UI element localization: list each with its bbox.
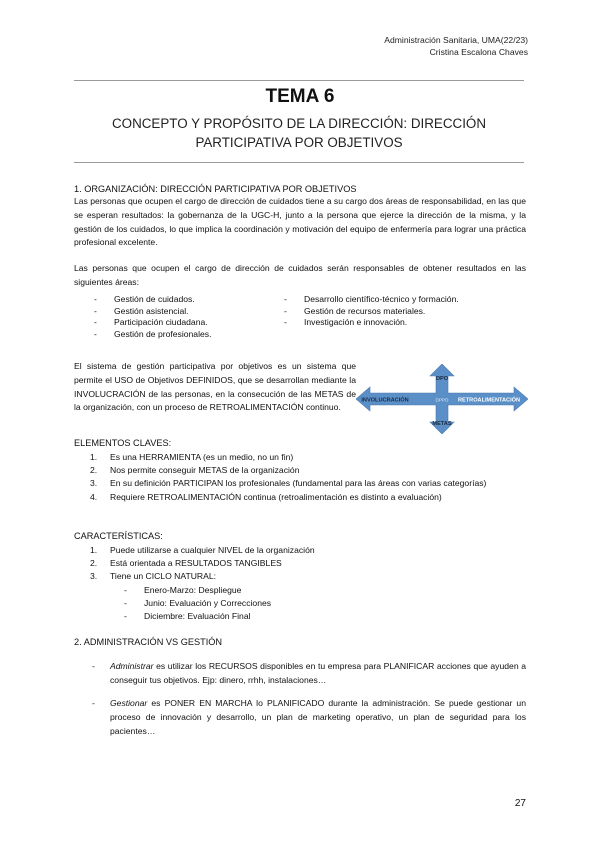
diagram-label-bottom: METAS	[432, 421, 452, 427]
item-number: 2.	[90, 558, 98, 569]
list-item	[74, 660, 526, 688]
list-item: - Participación ciudadana.	[94, 317, 274, 329]
list-item	[74, 491, 526, 504]
item-text: En su definición PARTICIPAN los profesionales (fundamental para las áreas con varias categorías)	[110, 478, 487, 489]
list-item: - Desarrollo científico-técnico y formación.	[284, 294, 524, 306]
section-heading-administracion: 2. ADMINISTRACIÓN VS GESTIÓN	[74, 637, 223, 647]
list-item	[74, 697, 526, 738]
list-item: - Gestión asistencial.	[94, 306, 274, 318]
header-course: Administración Sanitaria, UMA(22/23)	[384, 35, 528, 45]
list-item	[74, 451, 526, 464]
page-subtitle: CONCEPTO Y PROPÓSITO DE LA DIRECCIÓN: DIRECCIÓN PARTICIPATIVA POR OBJETIVOS	[111, 116, 487, 150]
item-number: 1.	[90, 452, 98, 462]
gestion-list	[74, 697, 526, 738]
list-item	[74, 477, 526, 490]
caracteristicas-list	[74, 544, 526, 584]
diagram-label-right: RETROALIMENTACIÓN	[457, 397, 521, 404]
item-text: Está orientada a RESULTADOS TANGIBLES	[110, 558, 282, 569]
definition-administrar: es utilizar los RECURSOS disponibles en tu empresa para PLANIFICAR acciones que ayuden a conseguir tus objetivos. Ejp: dinero, rrhh, instalaciones…	[110, 661, 526, 685]
paragraph-sistema-gestion: El sistema de gestión participativa por objetivos es un sistema que permite el USO de Objetivos DEFINIDOS, que se desarrollan mediante la INVOLUCRACIÓN de las personas, en la consecución de las METAS de la organización, con un proceso de RETROALIMENTACIÓN continuo.	[74, 361, 356, 413]
item-text: Tiene un CICLO NATURAL:	[110, 571, 217, 582]
list-item	[74, 544, 526, 557]
list-item: - Gestión de cuidados.	[94, 294, 274, 306]
item-number: 2.	[90, 465, 98, 476]
item-text: Nos permite conseguir METAS de la organización	[110, 465, 300, 476]
heading-caracteristicas: CARACTERÍSTICAS:	[74, 531, 163, 541]
list-item: - Investigación e innovación.	[284, 317, 524, 329]
page-number: 27	[514, 798, 526, 809]
list-item: - Gestión de recursos materiales.	[284, 306, 524, 318]
heading-elementos-claves: ELEMENTOS CLAVES:	[74, 438, 172, 448]
list-item	[74, 570, 526, 583]
diagram-label-top: DPO	[435, 376, 449, 382]
list-item: - Diciembre: Evaluación Final	[124, 610, 271, 623]
item-text: Puede utilizarse a cualquier NIVEL de la organización	[110, 545, 315, 555]
areas-list-right	[284, 294, 524, 329]
item-number: 3.	[90, 571, 98, 582]
areas-list-left	[94, 294, 274, 340]
page-header	[384, 34, 528, 58]
term-administrar: Administrar	[110, 661, 154, 671]
list-item	[74, 464, 526, 477]
item-number: 3.	[90, 478, 98, 489]
paragraph-responsabilidad: Las personas que ocupen el cargo de dirección de cuidados tiene a su cargo dos áreas de responsabilidad, en las que se esperan resultados: la gobernanza de la UGC-H, junto a la persona que ejerce la dirección de la misma, y la gestión de los cuidados, lo que implica la coordinación y motivación del equipo de enfermería para lograr una práctica profesional excelente.	[74, 196, 526, 248]
list-item	[74, 557, 526, 570]
diagram-label-center: DPPO	[435, 397, 449, 403]
dppo-cross-diagram	[356, 364, 528, 434]
term-gestionar: Gestionar	[110, 698, 148, 708]
page-title: TEMA 6	[265, 86, 335, 107]
title-divider	[74, 162, 524, 163]
top-divider	[74, 80, 524, 81]
elementos-list	[74, 451, 526, 504]
section-heading-organizacion: 1. ORGANIZACIÓN: DIRECCIÓN PARTICIPATIVA POR OBJETIVOS	[74, 184, 357, 194]
item-text: Es una HERRAMIENTA (es un medio, no un fin)	[110, 452, 294, 462]
administracion-list	[74, 660, 526, 688]
paragraph-areas-intro: Las personas que ocupen el cargo de dirección de cuidados serán responsables de obtener resultados en las siguientes áreas:	[74, 263, 526, 287]
item-number: 4.	[90, 491, 98, 502]
item-text: Requiere RETROALIMENTACIÓN continua (retroalimentación es distinto a evaluación)	[110, 491, 442, 502]
item-number: 1.	[90, 545, 98, 555]
list-item: - Enero-Marzo: Despliegue	[124, 584, 271, 597]
definition-gestionar: es PONER EN MARCHA lo PLANIFICADO durante la administración. Se puede gestionar un proceso de innovación y desarrollo, un plan de marketing operativo, un plan de seguridad para los pacientes…	[110, 698, 526, 736]
list-item: - Junio: Evaluación y Correcciones	[124, 597, 271, 610]
list-item: - Gestión de profesionales.	[94, 329, 274, 341]
diagram-label-left: INVOLUCRACIÓN	[361, 397, 409, 404]
ciclo-natural-list	[124, 584, 271, 624]
header-author: Cristina Escalona Chaves	[429, 47, 528, 57]
